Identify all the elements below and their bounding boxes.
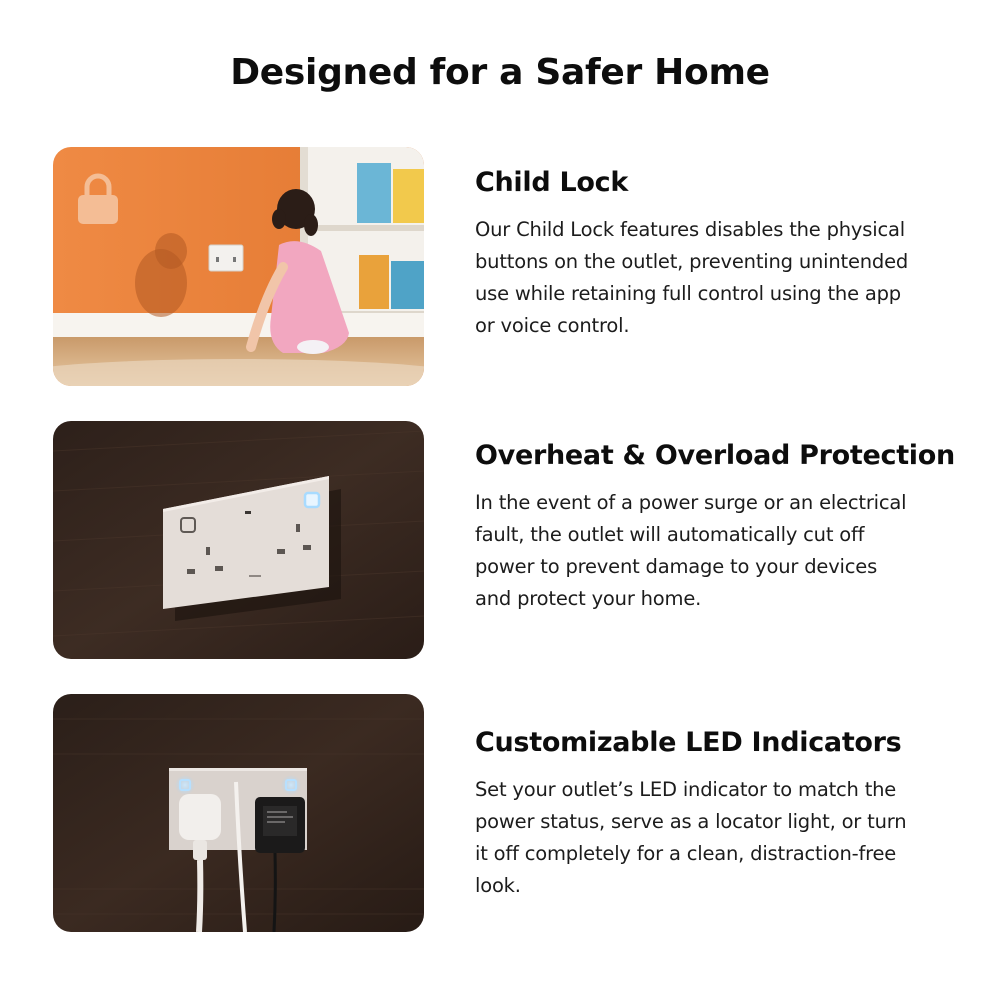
feature-text [475, 167, 945, 342]
feature-led-indicators [53, 694, 953, 934]
feature-description: In the event of a power surge or an electrical fault, the outlet will automatically cut off power to prevent damage to your devices and protect your home. [475, 491, 907, 610]
overheat-protection-photo [53, 421, 424, 659]
feature-description: Set your outlet’s LED indicator to match the power status, serve as a locator light, or turn it off completely for a clean, distraction-free look. [475, 778, 907, 897]
feature-overheat-protection [53, 421, 953, 661]
feature-heading: Overheat & Overload Protection [475, 440, 955, 471]
child-lock-photo [53, 147, 424, 386]
page-title: Designed for a Safer Home [230, 52, 770, 93]
feature-description: Our Child Lock features disables the physical buttons on the outlet, preventing unintended use while retaining full control using the app or voice control. [475, 218, 909, 337]
led-indicators-photo [53, 694, 424, 932]
feature-child-lock [53, 147, 953, 387]
feature-heading: Customizable LED Indicators [475, 727, 902, 758]
feature-text [475, 727, 945, 902]
feature-text [475, 440, 955, 615]
feature-heading: Child Lock [475, 167, 628, 198]
